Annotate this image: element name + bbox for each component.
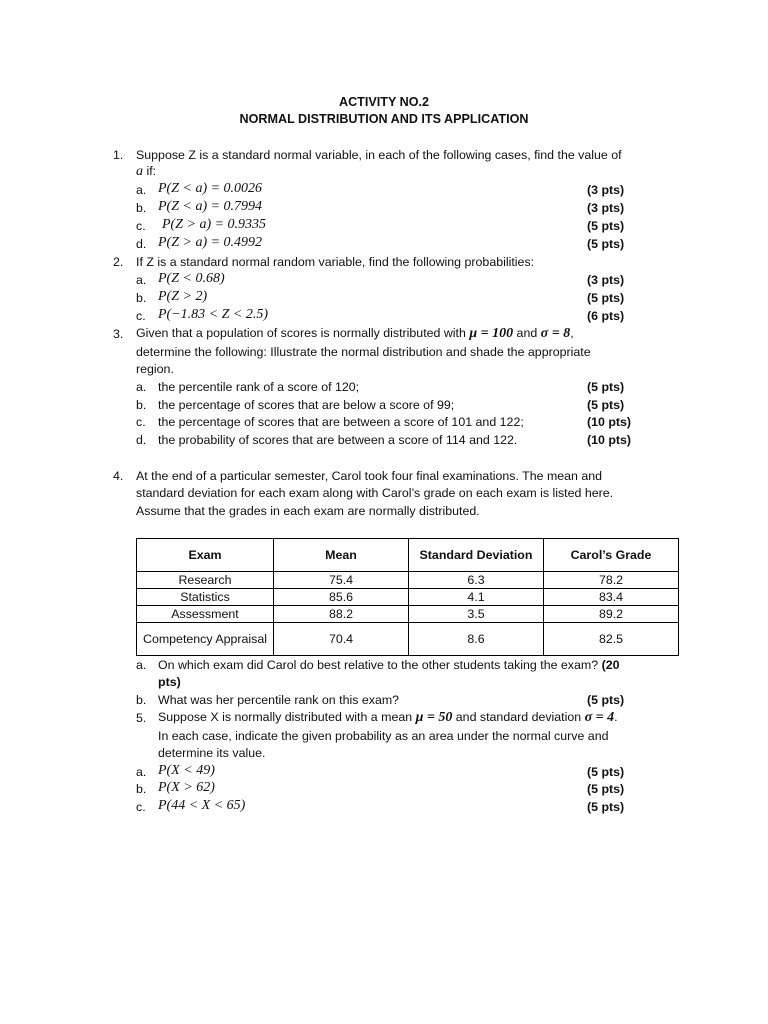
table-cell: 8.6 bbox=[409, 623, 544, 656]
exam-table bbox=[136, 538, 679, 656]
q4a-question: On which exam did Carol do best relative to the other students taking the exam? bbox=[158, 658, 599, 672]
table-header-sd: Standard Deviation bbox=[409, 539, 544, 572]
q4a-points-cont: pts) bbox=[158, 675, 181, 689]
q1b-points: (3 pts) bbox=[587, 201, 625, 215]
table-row bbox=[137, 623, 679, 656]
q1a-label: a. bbox=[136, 183, 147, 197]
table-cell: 75.4 bbox=[274, 572, 409, 589]
q3-comma: , bbox=[570, 326, 574, 340]
q4b-points: (5 pts) bbox=[587, 693, 625, 707]
q1a-expression: P(Z < a) = 0.0026 bbox=[158, 181, 263, 196]
q4a-points: (20 bbox=[601, 658, 620, 672]
q2a-expression: P(Z < 0.68) bbox=[158, 271, 225, 286]
q5-text-line3: determine its value. bbox=[158, 746, 266, 760]
table-cell: 3.5 bbox=[409, 606, 544, 623]
q3a-text: the percentile rank of a score of 120; bbox=[158, 380, 360, 394]
q2b-label: b. bbox=[136, 291, 147, 305]
q1c-expression: P(Z > a) = 0.9335 bbox=[162, 217, 267, 232]
table-cell: 78.2 bbox=[544, 572, 679, 589]
table-row bbox=[137, 589, 679, 606]
q3-number: 3. bbox=[113, 327, 124, 341]
q5b-label: b. bbox=[136, 782, 147, 796]
q5a-expression: P(X < 49) bbox=[158, 763, 215, 778]
q1a-points: (3 pts) bbox=[587, 183, 625, 197]
table-cell: 85.6 bbox=[274, 589, 409, 606]
q3-sigma: σ = 8 bbox=[540, 326, 571, 341]
q5c-expression: P(44 < X < 65) bbox=[158, 798, 246, 813]
table-cell: Assessment bbox=[137, 606, 274, 623]
q4b-label: b. bbox=[136, 693, 147, 707]
q1-number: 1. bbox=[113, 148, 124, 162]
q3d-label: d. bbox=[136, 433, 147, 447]
q5-period: . bbox=[614, 710, 618, 724]
q5b-points: (5 pts) bbox=[587, 782, 625, 796]
q3-text-line2: determine the following: Illustrate the normal distribution and shade the appropriate bbox=[136, 345, 591, 359]
q3d-points: (10 pts) bbox=[587, 433, 632, 447]
q2-number: 2. bbox=[113, 255, 124, 269]
q5-text-part: Suppose X is normally distributed with a mean bbox=[158, 710, 416, 724]
table-cell: Competency Appraisal bbox=[137, 623, 274, 656]
table-header-mean: Mean bbox=[274, 539, 409, 572]
q2c-label: c. bbox=[136, 309, 146, 323]
q1d-points: (5 pts) bbox=[587, 237, 625, 251]
q5-text-line1 bbox=[158, 710, 618, 726]
q1b-label: b. bbox=[136, 201, 147, 215]
q3-and: and bbox=[513, 326, 541, 340]
q5-mu: μ = 50 bbox=[415, 710, 453, 725]
q5c-points: (5 pts) bbox=[587, 800, 625, 814]
q5a-label: a. bbox=[136, 765, 147, 779]
activity-title: ACTIVITY NO.2 bbox=[338, 95, 430, 109]
q1-text-line2 bbox=[136, 164, 156, 180]
q1d-expression: P(Z > a) = 0.4992 bbox=[158, 235, 263, 250]
q2b-points: (5 pts) bbox=[587, 291, 625, 305]
q1c-label: c. bbox=[136, 219, 146, 233]
q4-text-line3: Assume that the grades in each exam are normally distributed. bbox=[136, 504, 480, 518]
q1-text: Suppose Z is a standard normal variable, in each of the following cases, find the value of bbox=[136, 148, 622, 162]
table-cell: Statistics bbox=[137, 589, 274, 606]
q2a-label: a. bbox=[136, 273, 147, 287]
table-cell: 88.2 bbox=[274, 606, 409, 623]
table-row bbox=[137, 606, 679, 623]
q2-text: If Z is a standard normal random variable, find the following probabilities: bbox=[136, 255, 535, 269]
q5-number: 5. bbox=[136, 711, 147, 725]
q4-number: 4. bbox=[113, 469, 124, 483]
q2a-points: (3 pts) bbox=[587, 273, 625, 287]
q4-text-line1: At the end of a particular semester, Carol took four final examinations. The mean and bbox=[136, 469, 603, 483]
q3a-label: a. bbox=[136, 380, 147, 394]
q2b-expression: P(Z > 2) bbox=[158, 289, 208, 304]
q5-text-line2: In each case, indicate the given probability as an area under the normal curve and bbox=[158, 729, 609, 743]
table-cell: 83.4 bbox=[544, 589, 679, 606]
q3b-label: b. bbox=[136, 398, 147, 412]
q2c-expression: P(−1.83 < Z < 2.5) bbox=[158, 307, 269, 322]
table-row bbox=[137, 572, 679, 589]
q3d-text: the probability of scores that are between a score of 114 and 122. bbox=[158, 433, 518, 447]
table-header-grade: Carol’s Grade bbox=[544, 539, 679, 572]
q3c-text: the percentage of scores that are between a score of 101 and 122; bbox=[158, 415, 524, 429]
table-cell: 6.3 bbox=[409, 572, 544, 589]
table-cell: 89.2 bbox=[544, 606, 679, 623]
q5b-expression: P(X > 62) bbox=[158, 780, 215, 795]
q5-sigma: σ = 4 bbox=[584, 710, 615, 725]
q3-mu: μ = 100 bbox=[469, 326, 514, 341]
q5c-label: c. bbox=[136, 800, 146, 814]
q1-if: if: bbox=[143, 164, 157, 178]
q3b-points: (5 pts) bbox=[587, 398, 625, 412]
q4b-text: What was her percentile rank on this exam? bbox=[158, 693, 400, 707]
q1-variable: a bbox=[136, 164, 143, 179]
table-cell: 82.5 bbox=[544, 623, 679, 656]
q2c-points: (6 pts) bbox=[587, 309, 625, 323]
q3c-label: c. bbox=[136, 415, 146, 429]
table-header-exam: Exam bbox=[137, 539, 274, 572]
table-header-row bbox=[137, 539, 679, 572]
q3c-points: (10 pts) bbox=[587, 415, 632, 429]
q3b-text: the percentage of scores that are below a score of 99; bbox=[158, 398, 455, 412]
q3-text-part: Given that a population of scores is normally distributed with bbox=[136, 326, 470, 340]
q4a-text bbox=[158, 658, 620, 672]
q4-text-line2: standard deviation for each exam along with Carol’s grade on each exam is listed here. bbox=[136, 486, 614, 500]
q5-and: and standard deviation bbox=[452, 710, 585, 724]
table-cell: 4.1 bbox=[409, 589, 544, 606]
q4a-label: a. bbox=[136, 658, 147, 672]
table-cell: 70.4 bbox=[274, 623, 409, 656]
table-cell: Research bbox=[137, 572, 274, 589]
q3-text-line3: region. bbox=[136, 362, 174, 376]
activity-subtitle: NORMAL DISTRIBUTION AND ITS APPLICATION bbox=[239, 112, 529, 126]
q1d-label: d. bbox=[136, 237, 147, 251]
q3a-points: (5 pts) bbox=[587, 380, 625, 394]
q5a-points: (5 pts) bbox=[587, 765, 625, 779]
q3-text-line1 bbox=[136, 326, 574, 342]
q1c-points: (5 pts) bbox=[587, 219, 625, 233]
q1b-expression: P(Z < a) = 0.7994 bbox=[158, 199, 263, 214]
